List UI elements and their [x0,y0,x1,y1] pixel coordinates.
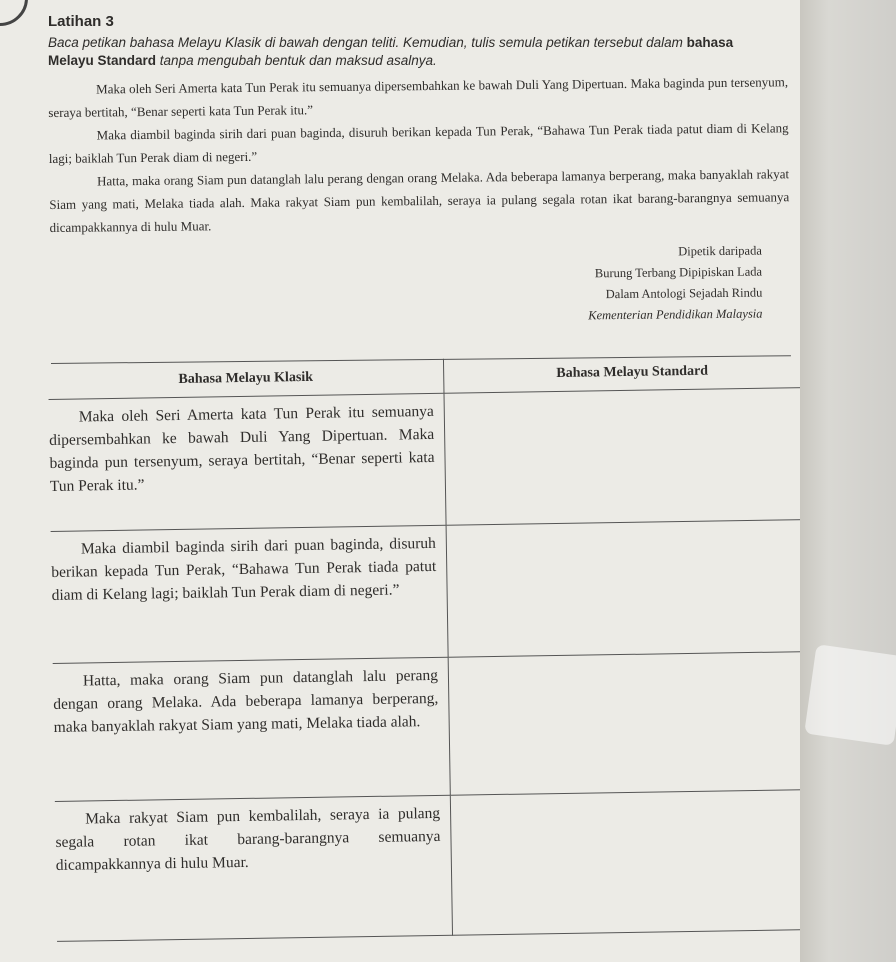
table-row [53,651,827,801]
binder-ring-icon [0,0,28,26]
passage-paragraph-2: Maka diambil baginda sirih dari puan baginda, disuruh berikan kepada Tun Perak, “Bahawa Tun Perak tiada patut diam di Kelang lagi; baiklah Tun Perak diam di negeri.” [48,120,789,166]
translation-table [48,353,829,942]
classic-passage [48,70,791,364]
desk-background [800,0,896,962]
classic-text: Hatta, maka orang Siam pun datanglah lalu perang dengan orang Melaka. Ada beberapa lamanya berperang, maka banyaklah rakyat Siam yang mati, Melaka tiada alah. [53,666,439,736]
classic-cell [53,657,451,801]
instruction-part-1: Baca petikan bahasa Melayu Klasik di bawah dengan teliti. Kemudian, tulis semula petikan tersebut dalam [48,35,683,50]
exercise-title: Latihan 3 [48,13,114,30]
passage-source [587,241,762,327]
source-line: Dipetik daripada [678,243,762,259]
source-line: Kementerian Pendidikan Malaysia [588,306,763,323]
exercise-instruction [48,34,768,70]
header-classic: Bahasa Melayu Klasik [48,359,444,400]
standard-answer-cell[interactable] [444,387,823,525]
header-standard: Bahasa Melayu Standard [443,353,820,393]
source-line: Dalam Antologi Sejadah Rindu [605,285,763,302]
passage-paragraph-1: Maka oleh Seri Amerta kata Tun Perak itu semuanya dipersembahkan ke bawah Duli Yang Dipertuan. Maka baginda pun tersenyum, seraya bertitah, “Benar seperti kata Tun Perak itu.” [48,74,789,120]
table-row [55,789,829,941]
standard-answer-cell[interactable] [446,519,825,657]
classic-cell [55,795,453,941]
instruction-part-2: tanpa mengubah bentuk dan maksud asalnya. [159,53,437,68]
classic-cell [51,525,449,663]
classic-cell [49,393,447,531]
classic-text: Maka oleh Seri Amerta kata Tun Perak itu semuanya dipersembahkan ke bawah Duli Yang Dipertuan. Maka baginda pun tersenyum, seraya bertitah, “Benar seperti kata Tun Perak itu.” [49,402,435,495]
standard-answer-cell[interactable] [450,789,829,935]
classic-text: Maka diambil baginda sirih dari puan baginda, disuruh berikan kepada Tun Perak, “Bahawa Tun Perak tiada patut diam di Kelang lagi; baiklah Tun Perak diam di negeri.” [51,534,437,604]
classic-text: Maka rakyat Siam pun kembalilah, seraya ia pulang segala rotan ikat barang-barangnya semuanya dicampakkannya di hulu Muar. [55,804,441,874]
source-line: Burung Terbang Dipipiskan Lada [594,264,763,281]
table-row [49,387,823,531]
standard-answer-cell[interactable] [448,651,827,795]
light-glare [804,644,896,746]
passage-paragraph-3: Hatta, maka orang Siam pun datanglah lalu perang dengan orang Melaka. Ada beberapa lamanya berperang, maka banyaklah rakyat Siam yang mati, Melaka tiada alah. Maka rakyat Siam pun kembalilah, seraya ia pulang segala rotan ikat barang-barangnya semuanya dicampakkannya di hulu Muar. [49,166,790,235]
instruction-bold: bahasa Melayu Standard [48,35,734,68]
table-row [51,519,825,663]
